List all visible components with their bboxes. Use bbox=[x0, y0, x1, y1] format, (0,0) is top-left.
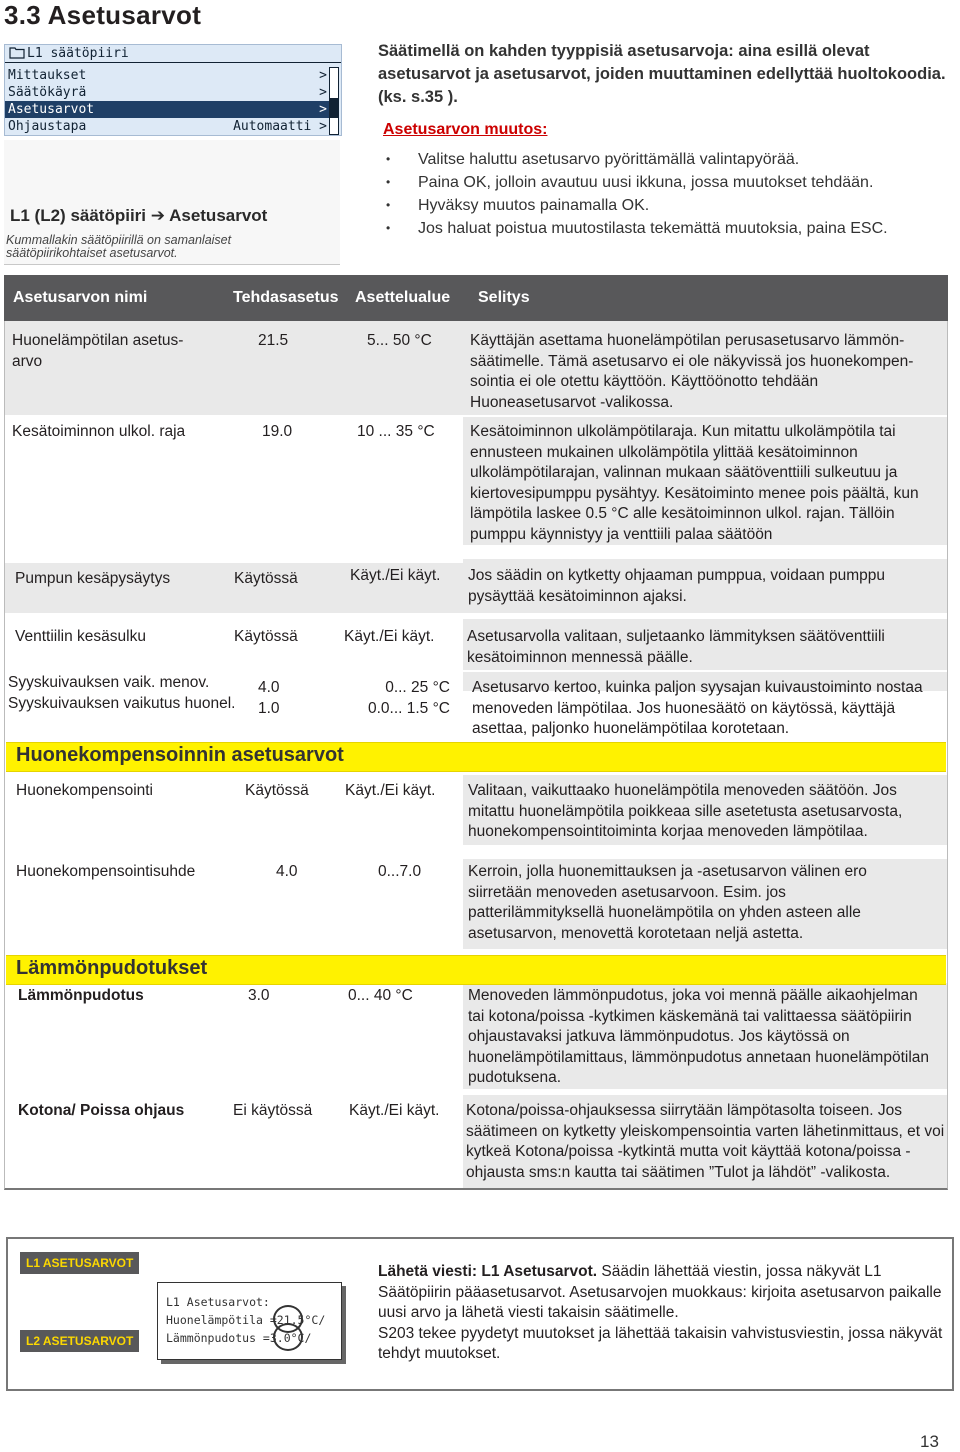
table-row-name: Kesätoiminnon ulkol. raja bbox=[12, 423, 186, 440]
lcd-menu-item[interactable] bbox=[5, 118, 341, 135]
lcd-item-value: Automaatti > bbox=[233, 119, 327, 134]
table-row-factory: 4.0 1.0 bbox=[258, 679, 280, 717]
page-title: 3.3 Asetusarvot bbox=[4, 0, 202, 30]
table-row-desc: Asetusarvolla valitaan, suljetaanko lämmityksen säätöventtiili kesätoiminnon mennessä päälle. bbox=[467, 628, 885, 666]
sms-instructions bbox=[378, 1262, 943, 1365]
lcd-header-label: L1 säätöpiiri bbox=[27, 46, 129, 61]
table-header bbox=[4, 275, 948, 321]
table-row-range: Käyt./Ei käyt. bbox=[345, 782, 436, 799]
table-row-factory: 21.5 bbox=[258, 332, 289, 349]
table-row-desc: Asetusarvo kertoo, kuinka paljon syysajan kuivaustoiminto nostaa menoveden lämpötilaa. Jos huonesäätö on käytössä, käyttäjä asettaa, paljonko huonelämpötilaa korotetaan. bbox=[472, 679, 923, 737]
col-header-desc: Selitys bbox=[478, 289, 530, 306]
sms-msg-line: L1 Asetusarvot: bbox=[166, 1295, 270, 1309]
sidebar-title: L1 (L2) säätöpiiri ➔ Asetusarvot bbox=[10, 206, 268, 225]
table-row-name: Huonekompensointisuhde bbox=[16, 863, 196, 880]
table-row-factory: Käytössä bbox=[234, 570, 298, 587]
table-row-desc: Kotona/poissa-ohjauksessa siirrytään lämpötasolta toiseen. Jos säätimeen on kytketty yleiskompensointia varten lähetinmittaus, et voi kytkeä Kotona/poissa -kytkintä mutta voit käyttää kotona/poissa -ohjausta sms:n kautta tai säätimen ”Tulot ja lähdöt” -valikosta. bbox=[466, 1102, 945, 1181]
lcd-menu-item[interactable] bbox=[5, 67, 341, 84]
col-header-range: Asettelualue bbox=[355, 289, 451, 306]
lcd-item-label: Säätökäyrä bbox=[8, 85, 87, 100]
table-row-factory: Käytössä bbox=[234, 628, 298, 645]
section-heading-room-compensation bbox=[6, 742, 946, 772]
sms-instructions-confirm: S203 tekee pyydetyt muutokset ja lähettää takaisin vahvistusviestin, jossa näkyvät tehdyt muutokset. bbox=[378, 1324, 943, 1362]
bullet-item: • Hyväksy muutos painamalla OK. bbox=[386, 194, 946, 217]
lcd-header bbox=[5, 45, 341, 62]
section-heading-label: Huonekompensoinnin asetusarvot bbox=[16, 744, 344, 766]
change-heading: Asetusarvon muutos: bbox=[383, 121, 548, 138]
lcd-screen bbox=[4, 44, 342, 136]
lcd-menu-item-selected[interactable] bbox=[5, 101, 329, 118]
table-row-factory: Ei käytössä bbox=[233, 1102, 313, 1119]
table-row-desc: Käyttäjän asettama huonelämpötilan perusasetusarvo lämmön- säätimelle. Tämä asetusarvo ei ole näkyvissä jos huonekompen- sointia ei ole otettu käyttöön. Käyttöönotto tehdään Huoneasetusarvot -valikossa. bbox=[470, 332, 914, 411]
table-row-factory: 3.0 bbox=[248, 987, 270, 1004]
bullet-item: • Valitse haluttu asetusarvo pyörittämällä valintapyörää. bbox=[386, 148, 946, 171]
table-row-range: Käyt./Ei käyt. bbox=[344, 628, 435, 645]
table-row-name: Kotona/ Poissa ohjaus bbox=[18, 1102, 185, 1119]
sms-tag-l2: L2 ASETUSARVOT bbox=[20, 1330, 139, 1352]
table-row-range: 5... 50 °C bbox=[367, 332, 432, 349]
table-row-range: Käyt./Ei käyt. bbox=[350, 567, 441, 584]
section-heading-heat-drop bbox=[6, 955, 946, 985]
table-row-name: Huonelämpötilan asetus- arvo bbox=[12, 332, 184, 370]
section-heading-label: Lämmönpudotukset bbox=[16, 957, 208, 979]
table-row-desc: Valitaan, vaikuttaako huonelämpötila menoveden säätöön. Jos mitattu huonelämpötila poikkeaa sille asetetusta asetusarvosta, huonekompensointitoiminta korjaa menoveden lämpötilaa. bbox=[468, 782, 903, 840]
table-row-desc: Jos säädin on kytketty ohjaaman pumppua, voidaan pumppu pysäyttää kesätoiminnon ajaksi. bbox=[468, 567, 886, 605]
sms-instructions-lead: Lähetä viesti: L1 Asetusarvot. bbox=[378, 1263, 598, 1280]
lcd-menu-item[interactable] bbox=[5, 84, 341, 101]
table-row-range: 10 ... 35 °C bbox=[357, 423, 435, 440]
table-row-name: Lämmönpudotus bbox=[18, 987, 144, 1004]
table-row-desc: Menoveden lämmönpudotus, joka voi mennä päälle aikaohjelman tai kotona/poissa -kytkimen käskemänä tai valittaessa säätöpiirin ohjaustavaksi jatkuva lämmönpudotus. Jos käytössä on huonelämpötilamittaus, lämmönpudotus annetaan huonelämpötilan pudotuksena. bbox=[468, 987, 930, 1086]
table-row-desc: Kesätoiminnon ulkolämpötilaraja. Kun mitattu ulkolämpötila tai ennusteen mukainen ulkolämpötila ylittää kesätoiminnon ulkolämpötilarajan, valinnan mukaan säätöventtiili sulkeutuu ja kiertovesipumppu pysähtyy. Kesätoiminto menee pois päältä, kun lämpötila laskee 0.5 °C alle kesätoiminnon ulkol. rajan. Tällöin pumppu käynnistyy ja venttiili palaa säätöön bbox=[470, 423, 919, 543]
sms-msg-line: Huonelämpötila =21.5°C/ bbox=[166, 1313, 326, 1327]
lcd-item-label: Ohjaustapa bbox=[8, 119, 87, 134]
table-row-range: Käyt./Ei käyt. bbox=[349, 1102, 440, 1119]
sms-msg-line: Lämmönpudotus =3.0°C/ bbox=[166, 1331, 312, 1345]
lcd-item-value: > bbox=[319, 85, 327, 100]
table-row-factory: Käytössä bbox=[245, 782, 309, 799]
col-header-factory: Tehdasasetus bbox=[233, 289, 339, 306]
table-row-name: Huonekompensointi bbox=[16, 782, 154, 799]
bullet-item: • Jos haluat poistua muutostilasta tekemättä muutoksia, paina ESC. bbox=[386, 217, 946, 240]
table-row-factory: 4.0 bbox=[276, 863, 298, 880]
sidebar-subtitle: Kummallakin säätöpiirillä on samanlaiset säätöpiirikohtaiset asetusarvot. bbox=[6, 233, 232, 260]
lcd-item-value: > bbox=[319, 102, 327, 117]
table-row-range: 0... 25 °C 0.0... 1.5 °C bbox=[367, 679, 450, 717]
table-row-range: 0... 40 °C bbox=[348, 987, 413, 1004]
table-row-name: Syyskuivauksen vaik. menov. Syyskuivauksen vaikutus huonel. bbox=[8, 674, 236, 712]
table-row-desc: Kerroin, jolla huonemittauksen ja -asetusarvon välinen ero siirretään menoveden asetusarvoon. Esim. jos patterilämmityksellä huonelämpötila on yhden asteen alle asetusarvon, menovettä korotetaan neljä astetta. bbox=[468, 863, 867, 942]
highlight-circle-icon bbox=[273, 1323, 303, 1351]
table-row-range: 0...7.0 bbox=[378, 863, 422, 880]
lcd-scrollbar[interactable] bbox=[329, 67, 339, 135]
sms-message-bubble bbox=[157, 1282, 342, 1360]
sms-tag-l1: L1 ASETUSARVOT bbox=[20, 1252, 139, 1274]
lcd-item-value: > bbox=[319, 68, 327, 83]
bullet-list bbox=[386, 148, 946, 240]
table-row-name: Pumpun kesäpysäytys bbox=[15, 570, 171, 587]
table-row-name: Venttiilin kesäsulku bbox=[15, 628, 146, 645]
col-header-name: Asetusarvon nimi bbox=[13, 289, 148, 306]
lcd-item-label: Asetusarvot bbox=[8, 102, 95, 117]
intro-paragraph: Säätimellä on kahden tyyppisiä asetusarvoja: aina esillä olevat asetusarvot ja asetusarvot, joiden muuttaminen edellyttää huoltokoodia. (ks. s.35 ). bbox=[378, 42, 946, 106]
sms-instructions-body: Säädin lähettää viestin, jossa näkyvät L1 Säätöpiirin pääasetusarvot. Asetusarvojen muokkaus: kirjoita asetusarvon paikalle uusi arvo ja lähetä viesti takaisin säätimelle. bbox=[378, 1263, 942, 1321]
page-number: 13 bbox=[920, 1432, 939, 1451]
bullet-item: • Paina OK, jolloin avautuu uusi ikkuna, jossa muutokset tehdään. bbox=[386, 171, 946, 194]
table-row-factory: 19.0 bbox=[262, 423, 293, 440]
lcd-item-label: Mittaukset bbox=[8, 68, 87, 83]
